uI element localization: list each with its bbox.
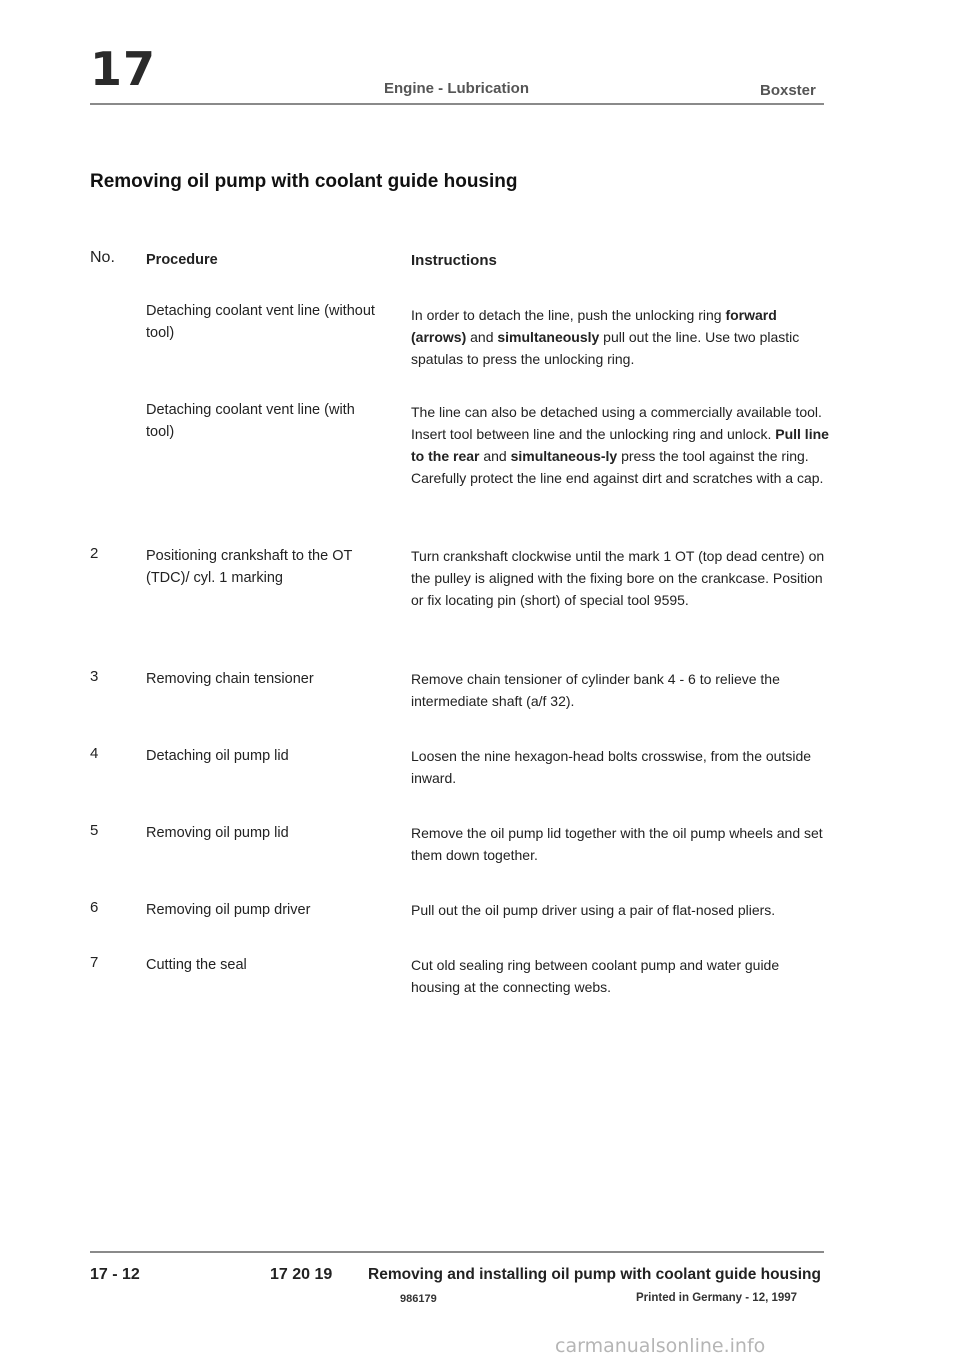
instruction-emphasis: simultaneous-ly — [510, 448, 618, 464]
instruction-text — [411, 668, 829, 712]
instruction-run: and — [466, 329, 498, 345]
document-number: 986179 — [400, 1293, 437, 1305]
model-name: Boxster — [760, 82, 816, 99]
procedure-text: Removing chain tensioner — [146, 671, 314, 687]
procedure-text: Removing oil pump driver — [146, 902, 311, 918]
row-number: 4 — [90, 745, 99, 762]
row-number: 7 — [90, 954, 99, 971]
page-title: Removing oil pump with coolant guide housing — [90, 171, 518, 192]
instruction-emphasis: simultaneously — [497, 329, 600, 345]
document-code: 17 20 19 — [270, 1266, 333, 1283]
page-number: 17 - 12 — [90, 1266, 140, 1283]
procedure-text: Detaching coolant vent line (with tool) — [146, 402, 355, 440]
instruction-run: Cut old sealing ring between coolant pump and water guide housing at the connecting webs. — [411, 957, 780, 995]
instruction-run: Remove the oil pump lid together with the oil pump wheels and set them down together. — [411, 825, 823, 863]
section-title: Engine - Lubrication — [384, 80, 529, 97]
footer-rule — [90, 1251, 824, 1253]
instruction-text — [411, 401, 829, 489]
instruction-text — [411, 545, 829, 611]
column-header-procedure: Procedure — [146, 252, 218, 268]
row-number: 3 — [90, 668, 99, 685]
procedure-text: Removing oil pump lid — [146, 825, 289, 841]
row-number: 2 — [90, 545, 99, 562]
watermark: carmanualsonline.info — [555, 1335, 766, 1357]
instruction-text — [411, 954, 829, 998]
instruction-emphasis: forward (arrows) — [411, 307, 777, 345]
instruction-run: and — [479, 448, 511, 464]
column-header-no: No. — [90, 249, 115, 266]
procedure-text: Cutting the seal — [146, 957, 247, 973]
instruction-run: The line can also be detached using a commercially available tool. Insert tool between line and the unlocking ring and unlock. — [411, 404, 822, 442]
procedure-text: Detaching oil pump lid — [146, 748, 289, 764]
instruction-text — [411, 745, 829, 789]
instruction-run: Remove chain tensioner of cylinder bank 4 - 6 to relieve the intermediate shaft (a/f 32). — [411, 671, 780, 709]
print-info: Printed in Germany - 12, 1997 — [636, 1292, 798, 1304]
row-number: 6 — [90, 899, 99, 916]
procedure-text: Positioning crankshaft to the OT (TDC)/ cyl. 1 marking — [146, 548, 353, 586]
instruction-run: pull out the line. Use two plastic spatulas to press the unlocking ring. — [411, 329, 800, 367]
instruction-run: Turn crankshaft clockwise until the mark 1 OT (top dead centre) on the pulley is aligned with the fixing bore on the crankcase. Position or fix locating pin (short) of special tool 9595. — [411, 548, 825, 608]
procedure-text: Detaching coolant vent line (without tool) — [146, 303, 375, 341]
chapter-number: 17 — [90, 42, 157, 96]
instruction-text — [411, 899, 829, 921]
instruction-emphasis: Pull line to the rear — [411, 426, 829, 464]
header-rule — [90, 103, 824, 105]
instruction-run: Pull out the oil pump driver using a pair of flat-nosed pliers. — [411, 902, 776, 918]
instruction-text — [411, 822, 829, 866]
column-header-instructions: Instructions — [411, 252, 497, 269]
instruction-text — [411, 304, 829, 370]
footer-title: Removing and installing oil pump with coolant guide housing — [368, 1266, 821, 1283]
instruction-run: press the tool against the ring. Carefully protect the line end against dirt and scratches with a cap. — [411, 448, 824, 486]
instruction-run: Loosen the nine hexagon-head bolts crosswise, from the outside inward. — [411, 748, 812, 786]
instruction-run: In order to detach the line, push the unlocking ring — [411, 307, 726, 323]
row-number: 5 — [90, 822, 99, 839]
